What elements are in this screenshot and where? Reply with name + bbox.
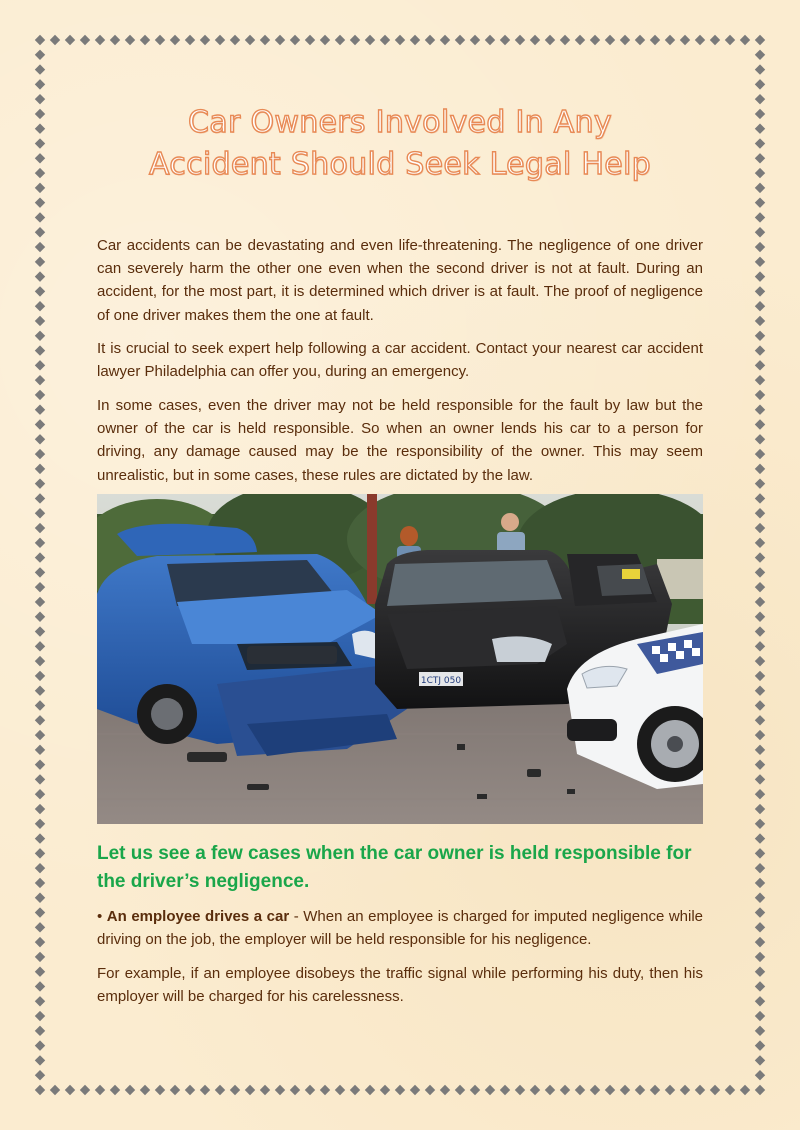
border-diamond-bottom [380,1085,390,1095]
border-diamond-left [35,212,45,222]
border-diamond-top [440,35,450,45]
border-diamond-bottom [470,1085,480,1095]
border-diamond-top [155,35,165,45]
border-diamond-top [485,35,495,45]
border-diamond-right [755,893,765,903]
border-diamond-left [35,774,45,784]
border-diamond-bottom [605,1085,615,1095]
border-diamond-left [35,863,45,873]
border-diamond-left [35,848,45,858]
border-diamond-bottom [110,1085,120,1095]
border-diamond-left [35,996,45,1006]
border-diamond-bottom [590,1085,600,1095]
border-diamond-bottom [95,1085,105,1095]
border-diamond-right [755,478,765,488]
border-diamond-right [755,419,765,429]
border-diamond-bottom [710,1085,720,1095]
border-diamond-left [35,1026,45,1036]
border-diamond-left [35,1040,45,1050]
border-diamond-right [755,656,765,666]
border-diamond-bottom [140,1085,150,1095]
border-diamond-left [35,656,45,666]
border-diamond-bottom [575,1085,585,1095]
border-diamond-bottom [50,1085,60,1095]
border-diamond-left [35,641,45,651]
border-diamond-bottom [215,1085,225,1095]
border-diamond-right [755,878,765,888]
border-diamond-left [35,922,45,932]
border-diamond-right [755,715,765,725]
border-diamond-bottom [740,1085,750,1095]
border-diamond-right [755,952,765,962]
border-diamond-left [35,257,45,267]
border-diamond-left [35,331,45,341]
title-line-1: Car Owners Involved In Any [188,105,612,140]
border-diamond-bottom [395,1085,405,1095]
border-diamond-right [755,94,765,104]
border-diamond-right [755,759,765,769]
border-diamond-left [35,183,45,193]
license-plate: 1CTJ 050 [420,676,462,686]
border-diamond-left [35,538,45,548]
border-diamond-bottom [665,1085,675,1095]
border-diamond-left [35,50,45,60]
border-diamond-left [35,981,45,991]
border-diamond-bottom [275,1085,285,1095]
border-diamond-left [35,168,45,178]
border-diamond-right [755,789,765,799]
border-diamond-bottom [620,1085,630,1095]
border-diamond-left [35,301,45,311]
border-diamond-right [755,390,765,400]
border-diamond-right [755,124,765,134]
border-diamond-top [410,35,420,45]
border-diamond-top [215,35,225,45]
border-diamond-right [755,286,765,296]
border-diamond-left [35,833,45,843]
border-diamond-right [755,671,765,681]
border-diamond-right [755,64,765,74]
border-diamond-bottom [545,1085,555,1095]
border-diamond-left [35,612,45,622]
border-diamond-left [35,966,45,976]
border-diamond-bottom [755,1085,765,1095]
border-diamond-top [110,35,120,45]
border-diamond-left [35,419,45,429]
border-diamond-top [275,35,285,45]
border-diamond-bottom [290,1085,300,1095]
border-diamond-right [755,50,765,60]
border-diamond-right [755,641,765,651]
border-diamond-left [35,730,45,740]
border-diamond-left [35,316,45,326]
border-diamond-top [365,35,375,45]
border-diamond-top [425,35,435,45]
border-diamond-left [35,449,45,459]
border-diamond-right [755,405,765,415]
border-diamond-right [755,626,765,636]
border-diamond-right [755,907,765,917]
border-diamond-right [755,730,765,740]
border-diamond-left [35,523,45,533]
border-diamond-top [515,35,525,45]
border-diamond-right [755,848,765,858]
border-diamond-right [755,981,765,991]
car-accident-photo [97,494,703,824]
border-diamond-right [755,227,765,237]
border-diamond-left [35,893,45,903]
border-diamond-right [755,996,765,1006]
border-diamond-left [35,597,45,607]
border-diamond-right [755,493,765,503]
border-diamond-left [35,390,45,400]
border-diamond-bottom [260,1085,270,1095]
border-diamond-right [755,508,765,518]
paragraph-intro: Car accidents can be devastating and even life-threatening. The negligence of one driver can severely harm the other one even when the second driver is not at fault. During an accident, for the most part, it is determined which driver is at fault. The proof of negligence of one driver makes them the one at fault. [97,237,703,324]
border-diamond-top [305,35,315,45]
border-diamond-left [35,715,45,725]
border-diamond-right [755,434,765,444]
border-diamond-bottom [635,1085,645,1095]
border-diamond-right [755,745,765,755]
border-diamond-right [755,301,765,311]
border-diamond-left [35,493,45,503]
border-diamond-top [260,35,270,45]
border-diamond-bottom [185,1085,195,1095]
border-diamond-top [245,35,255,45]
border-diamond-left [35,360,45,370]
border-diamond-right [755,271,765,281]
border-diamond-right [755,1055,765,1065]
border-diamond-bottom [230,1085,240,1095]
border-diamond-top [575,35,585,45]
title-line-2: Accident Should Seek Legal Help [149,147,651,182]
border-diamond-right [755,316,765,326]
border-diamond-left [35,271,45,281]
border-diamond-right [755,1040,765,1050]
border-diamond-left [35,286,45,296]
border-diamond-left [35,759,45,769]
border-diamond-left [35,1070,45,1080]
border-diamond-left [35,64,45,74]
border-diamond-right [755,833,765,843]
border-diamond-right [755,774,765,784]
border-diamond-bottom [695,1085,705,1095]
border-diamond-right [755,612,765,622]
border-diamond-bottom [305,1085,315,1095]
border-diamond-left [35,907,45,917]
border-diamond-left [35,686,45,696]
border-diamond-right [755,523,765,533]
border-diamond-left [35,153,45,163]
border-diamond-right [755,863,765,873]
border-diamond-top [335,35,345,45]
border-diamond-right [755,449,765,459]
border-diamond-right [755,1011,765,1021]
border-diamond-top [65,35,75,45]
document-title [96,102,704,186]
border-diamond-top [620,35,630,45]
border-diamond-left [35,1055,45,1065]
border-diamond-left [35,952,45,962]
border-diamond-left [35,804,45,814]
border-diamond-left [35,345,45,355]
border-diamond-right [755,257,765,267]
border-diamond-left [35,124,45,134]
border-diamond-top [755,35,765,45]
border-diamond-right [755,212,765,222]
border-diamond-bottom [455,1085,465,1095]
border-diamond-left [35,671,45,681]
border-diamond-top [605,35,615,45]
border-diamond-bottom [200,1085,210,1095]
border-diamond-left [35,937,45,947]
border-diamond-top [320,35,330,45]
border-diamond-top [455,35,465,45]
car-accident-illustration [97,494,703,824]
border-diamond-bottom [80,1085,90,1095]
border-diamond-right [755,197,765,207]
border-diamond-bottom [350,1085,360,1095]
border-diamond-left [35,819,45,829]
border-diamond-left [35,878,45,888]
border-diamond-top [650,35,660,45]
border-diamond-right [755,464,765,474]
border-diamond-right [755,1070,765,1080]
border-diamond-top [665,35,675,45]
border-diamond-right [755,922,765,932]
border-diamond-top [50,35,60,45]
border-diamond-bottom [410,1085,420,1095]
border-diamond-left [35,109,45,119]
border-diamond-left [35,464,45,474]
bullet-employee [97,905,703,951]
border-diamond-right [755,242,765,252]
border-diamond-bottom [500,1085,510,1095]
border-diamond-right [755,552,765,562]
border-diamond-bottom [320,1085,330,1095]
border-diamond-left [35,552,45,562]
border-diamond-top [545,35,555,45]
border-diamond-right [755,360,765,370]
border-diamond-left [35,478,45,488]
border-diamond-top [230,35,240,45]
border-diamond-right [755,567,765,577]
border-diamond-right [755,686,765,696]
border-diamond-right [755,538,765,548]
border-diamond-left [35,700,45,710]
border-diamond-bottom [485,1085,495,1095]
section-heading: Let us see a few cases when the car owner is held responsible for the driver’s negligence. [97,843,692,892]
border-diamond-left [35,227,45,237]
border-diamond-top [185,35,195,45]
border-diamond-right [755,700,765,710]
border-diamond-top [35,35,45,45]
border-diamond-right [755,966,765,976]
border-diamond-right [755,138,765,148]
border-diamond-left [35,745,45,755]
border-diamond-bottom [35,1085,45,1095]
border-diamond-left [35,567,45,577]
border-diamond-bottom [125,1085,135,1095]
paragraph-expert-help: It is crucial to seek expert help following a car accident. Contact your nearest car accident lawyer Philadelphia can offer you, during an emergency. [97,340,703,381]
border-diamond-left [35,508,45,518]
border-diamond-right [755,345,765,355]
border-diamond-right [755,597,765,607]
border-diamond-right [755,804,765,814]
border-diamond-right [755,1026,765,1036]
border-diamond-top [740,35,750,45]
border-diamond-bottom [155,1085,165,1095]
border-diamond-top [170,35,180,45]
border-diamond-top [395,35,405,45]
border-diamond-top [290,35,300,45]
border-diamond-right [755,582,765,592]
border-diamond-bottom [440,1085,450,1095]
border-diamond-left [35,434,45,444]
border-diamond-top [680,35,690,45]
border-diamond-left [35,138,45,148]
border-diamond-right [755,331,765,341]
border-diamond-bottom [725,1085,735,1095]
border-diamond-bottom [530,1085,540,1095]
border-diamond-top [695,35,705,45]
border-diamond-left [35,1011,45,1021]
paragraph-owner-responsible: In some cases, even the driver may not be held responsible for the fault by law but the owner of the car is held responsible. So when an owner lends his car to a person for driving, any damage caused may be the responsibility of the owner. This may seem unrealistic, but in some cases, these rules are dictated by the law. [97,397,703,484]
border-diamond-right [755,168,765,178]
border-diamond-top [635,35,645,45]
border-diamond-left [35,242,45,252]
border-diamond-top [590,35,600,45]
border-diamond-top [380,35,390,45]
border-diamond-top [710,35,720,45]
border-diamond-right [755,153,765,163]
border-diamond-left [35,582,45,592]
border-diamond-bottom [335,1085,345,1095]
border-diamond-right [755,819,765,829]
border-diamond-bottom [170,1085,180,1095]
border-diamond-left [35,79,45,89]
border-diamond-top [725,35,735,45]
border-diamond-top [560,35,570,45]
border-diamond-bottom [560,1085,570,1095]
border-diamond-bottom [365,1085,375,1095]
border-diamond-left [35,94,45,104]
border-diamond-top [125,35,135,45]
border-diamond-top [350,35,360,45]
border-diamond-top [530,35,540,45]
bullet-marker: • [97,908,103,925]
bullet-title: An employee drives a car [106,908,290,925]
border-diamond-bottom [680,1085,690,1095]
border-diamond-left [35,197,45,207]
border-diamond-top [95,35,105,45]
border-diamond-bottom [425,1085,435,1095]
border-diamond-right [755,183,765,193]
border-diamond-top [200,35,210,45]
border-diamond-right [755,79,765,89]
border-diamond-left [35,789,45,799]
border-diamond-top [470,35,480,45]
paragraph-example: For example, if an employee disobeys the traffic signal while performing his duty, then his employer will be charged for his carelessness. [97,965,703,1006]
border-diamond-bottom [650,1085,660,1095]
border-diamond-left [35,626,45,636]
border-diamond-top [500,35,510,45]
border-diamond-left [35,405,45,415]
border-diamond-bottom [65,1085,75,1095]
border-diamond-right [755,375,765,385]
border-diamond-left [35,375,45,385]
border-diamond-top [140,35,150,45]
border-diamond-right [755,109,765,119]
border-diamond-bottom [515,1085,525,1095]
bullet-text: - When an employee is charged for imputed negligence while driving on the job, the employer will be held responsible for his negligence. [97,908,703,949]
border-diamond-bottom [245,1085,255,1095]
border-diamond-right [755,937,765,947]
border-diamond-top [80,35,90,45]
